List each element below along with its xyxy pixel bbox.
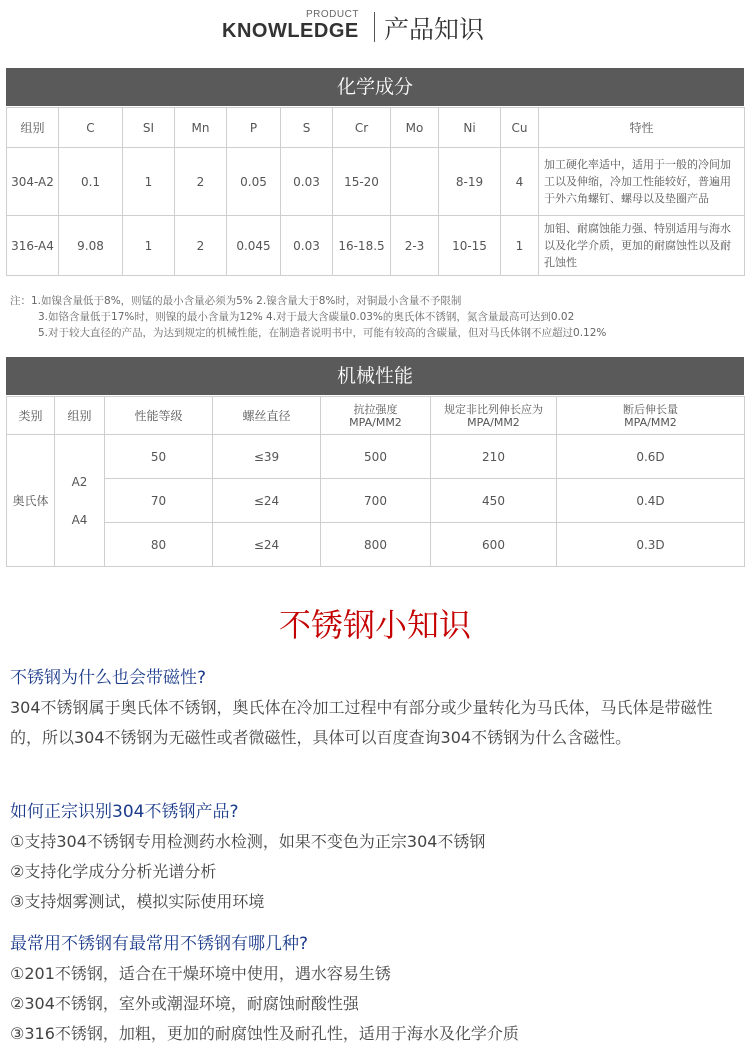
mech-header-row [7,397,745,435]
mech-header-cell [321,397,431,435]
chem-header-cell: Cu [501,108,539,148]
list-item: ②支持化学成分分析光谱分析 [10,862,217,881]
mech-table [6,396,745,567]
table-cell: 0.03 [281,216,333,276]
mech-header-cell [431,397,557,435]
group-cell [55,435,105,567]
table-row [7,148,745,216]
question-identify: 如何正宗识别304不锈钢产品? [10,802,239,822]
table-cell [391,148,439,216]
group-a4: A4 [71,512,88,527]
mech-header-cell: 螺丝直径 [213,397,321,435]
table-cell: 700 [321,479,431,523]
chem-header-cell: 组别 [7,108,59,148]
list-item: ①支持304不锈钢专用检测药水检测，如果不变色为正宗304不锈钢 [10,832,486,851]
table-row [7,479,745,523]
group-a2: A2 [71,474,88,489]
header-divider [374,12,375,42]
list-item: ②304不锈钢，室外或潮湿环境，耐腐蚀耐酸性强 [10,994,359,1013]
table-cell: 210 [431,435,557,479]
table-cell: 0.1 [59,148,123,216]
knowledge-label: KNOWLEDGE [222,20,359,42]
list-item: ③316不锈钢，加粗，更加的耐腐蚀性及耐孔性，适用于海水及化学介质 [10,1024,519,1043]
header-line: 抗拉强度 [353,402,398,416]
table-cell: 0.4D [557,479,745,523]
table-cell: 9.08 [59,216,123,276]
chem-notes [10,293,742,341]
table-cell: 1 [123,148,175,216]
knowledge-header [0,0,750,52]
chem-header-row [7,108,745,148]
chem-header-cell: Mo [391,108,439,148]
chem-header-cell: Ni [439,108,501,148]
table-cell: ≤24 [213,479,321,523]
trait-cell: 加钼、耐腐蚀能力强、特别适用与海水以及化学介质，更加的耐腐蚀性以及耐孔蚀性 [539,216,745,276]
question-magnetism: 不锈钢为什么也会带磁性? [10,668,207,688]
header-unit: MPA/MM2 [467,415,520,429]
table-cell: 4 [501,148,539,216]
table-cell: 800 [321,523,431,567]
chem-section-title: 化学成分 [6,68,744,106]
chem-table [6,107,745,276]
table-row [7,216,745,276]
table-cell: 304-A2 [7,148,59,216]
chem-header-cell: SI [123,108,175,148]
table-cell: 15-20 [333,148,391,216]
header-unit: MPA/MM2 [624,415,677,429]
question-common-types: 最常用不锈钢有最常用不锈钢有哪几种? [10,934,309,954]
note-line: 5.对于较大直径的产品，为达到规定的机械性能，在制造者说明书中，可能有较高的含碳量，但对马氏体钢不应超过0.12% [38,327,607,339]
chem-header-cell: Mn [175,108,227,148]
chem-header-cell: Cr [333,108,391,148]
trait-cell: 加工硬化率适中，适用于一般的冷间加工以及伸缩，冷加工性能较好，普遍用于外六角螺钉、螺母以及垫圈产品 [539,148,745,216]
table-cell: 1 [501,216,539,276]
table-cell: 2 [175,216,227,276]
chem-header-cell: C [59,108,123,148]
table-cell: 0.6D [557,435,745,479]
table-cell: 1 [123,216,175,276]
mech-header-cell: 组别 [55,397,105,435]
table-cell: 50 [105,435,213,479]
note-line: 注：1.如镍含量低于8%，则锰的最小含量必须为5% 2.镍含量大于8%时，对铜最小含量不予限制 [10,295,462,307]
table-cell: ≤24 [213,523,321,567]
header-line: 断后伸长量 [623,402,678,416]
table-cell: 500 [321,435,431,479]
header-line: 规定非比列伸长应为 [444,402,543,416]
table-cell: 316-A4 [7,216,59,276]
knowledge-title: 不锈钢小知识 [278,606,471,644]
table-cell: 8-19 [439,148,501,216]
chem-header-cell: S [281,108,333,148]
table-row [7,523,745,567]
table-cell: 10-15 [439,216,501,276]
list-item: ③支持烟雾测试，模拟实际使用环境 [10,892,265,911]
page-title: 产品知识 [384,15,485,44]
chem-header-cell: P [227,108,281,148]
type-cell: 奥氏体 [7,435,55,567]
table-cell: 0.05 [227,148,281,216]
table-cell: 16-18.5 [333,216,391,276]
note-line: 3.如铬含量低于17%时，则镍的最小含量为12% 4.对于最大含碳量0.03%的奥氏体不锈钢，氮含量最高可达到0.02 [38,311,575,323]
chem-header-cell: 特性 [539,108,745,148]
table-row [7,435,745,479]
table-cell: 450 [431,479,557,523]
table-cell: 2 [175,148,227,216]
header-unit: MPA/MM2 [349,415,402,429]
table-cell: ≤39 [213,435,321,479]
list-item: ①201不锈钢，适合在干燥环境中使用，遇水容易生锈 [10,964,391,983]
table-cell: 0.045 [227,216,281,276]
mech-header-cell: 性能等级 [105,397,213,435]
table-cell: 2-3 [391,216,439,276]
table-cell: 600 [431,523,557,567]
answer-magnetism: 304不锈钢属于奥氏体不锈钢，奥氏体在冷加工过程中有部分或少量转化为马氏体，马氏体是带磁性的，所以304不锈钢为无磁性或者微磁性，具体可以百度查询304不锈钢为什么含磁性。 [10,698,713,747]
product-label: PRODUCT [306,9,359,20]
table-cell: 0.3D [557,523,745,567]
mech-section-title: 机械性能 [6,357,744,395]
mech-header-cell: 类别 [7,397,55,435]
table-cell: 70 [105,479,213,523]
mech-header-cell [557,397,745,435]
table-cell: 0.03 [281,148,333,216]
table-cell: 80 [105,523,213,567]
